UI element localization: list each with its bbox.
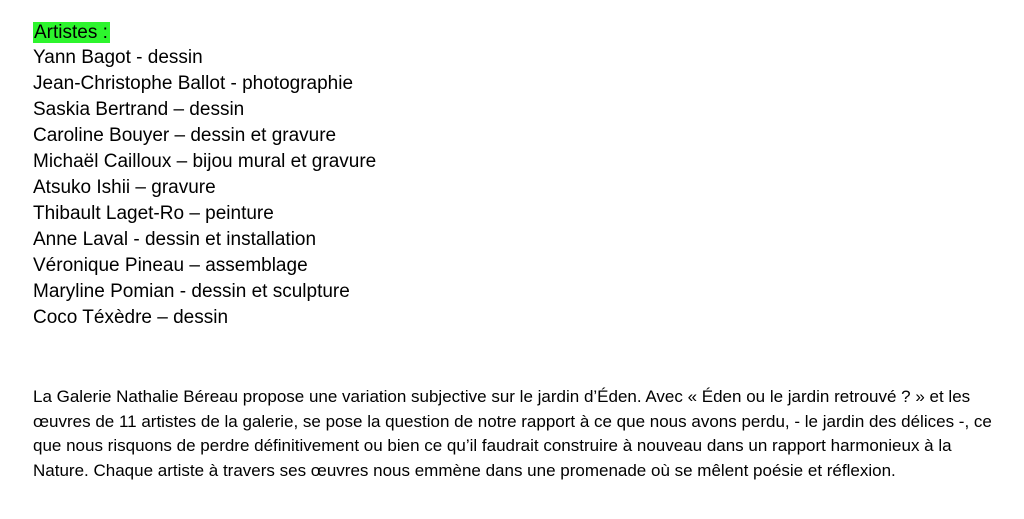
artist-item: Atsuko Ishii – gravure	[33, 177, 216, 198]
artist-item: Thibault Laget-Ro – peinture	[33, 203, 274, 224]
artist-item: Caroline Bouyer – dessin et gravure	[33, 125, 337, 146]
artist-item: Jean-Christophe Ballot - photographie	[33, 73, 354, 94]
artist-list	[33, 45, 1013, 331]
artist-item: Yann Bagot - dessin	[33, 47, 203, 68]
gallery-name: La Galerie Nathalie Béreau	[33, 387, 239, 406]
artist-item: Anne Laval - dessin et installation	[33, 229, 317, 250]
artists-heading	[33, 21, 1013, 45]
artist-item: Coco Téxèdre – dessin	[33, 307, 229, 328]
artist-item: Véronique Pineau – assemblage	[33, 255, 308, 276]
artists-heading-text: Artistes :	[34, 22, 108, 43]
artist-item: Maryline Pomian - dessin et sculpture	[33, 281, 350, 302]
artist-item: Saskia Bertrand – dessin	[33, 99, 245, 120]
artist-item: Michaël Cailloux – bijou mural et gravure	[33, 151, 377, 172]
document-body	[33, 21, 1013, 331]
description-paragraph	[33, 385, 1008, 483]
description-text: propose une variation subjective sur le jardin d’Éden. Avec « Éden ou le jardin retrouvé ? » et les œuvres de 11 artistes de la galerie, se pose la question de notre rapport à ce que nous avons perdu, - le jardin des délices -, ce que nous risquons de perdre définitivement ou bien ce qu’il faudrait construire à nouveau dans un rapport harmonieux à la Nature. Chaque artiste à travers ses œuvres nous emmène dans une promenade où se mêlent poésie et réflexion.	[33, 387, 992, 480]
